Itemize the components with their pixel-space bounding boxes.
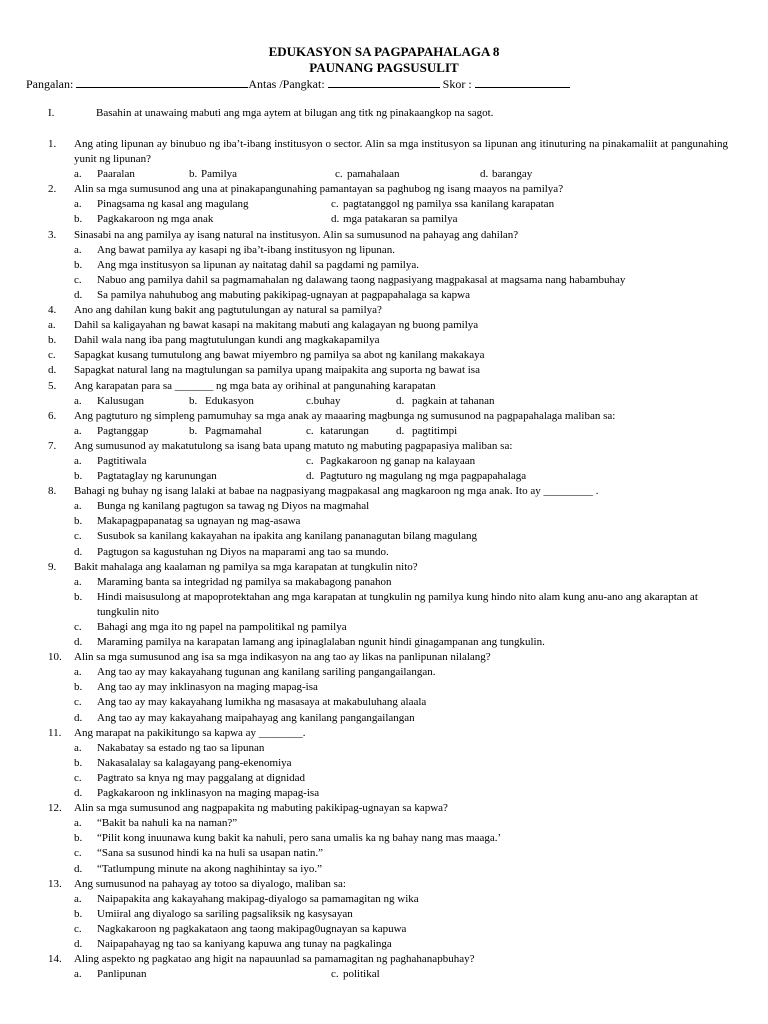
option[interactable]: a. “Bakit ba nahuli ka na naman?” xyxy=(74,817,238,830)
option[interactable]: d. “Tatlumpung minute na akong naghihintay sa iyo.” xyxy=(74,862,322,875)
option[interactable]: b. Dahil wala nang iba pang magtutulungan kundi ang magkakapamilya xyxy=(48,334,380,347)
option[interactable]: c. politikal xyxy=(331,968,380,981)
option[interactable]: a. Bunga ng kanilang pagtugon sa tawag ng Diyos na magmahal xyxy=(74,500,370,513)
question: 8. Bahagi ng buhay ng isang lalaki at babae na nagpasiyang magpakasal ang magkaroon ng mga anak. Ito ay _________ . xyxy=(48,485,599,498)
option[interactable]: a. Kalusugan xyxy=(74,394,145,407)
name-label: Pangalan: xyxy=(26,77,74,91)
option-row xyxy=(48,424,728,439)
name-blank[interactable] xyxy=(76,77,248,88)
grade-blank[interactable] xyxy=(328,77,440,88)
option[interactable]: b. Ang tao ay may inklinasyon na maging mapag-isa xyxy=(74,681,318,694)
option[interactable]: c. Nagkakaroon ng pagkakataon ang taong makipag0ugnayan sa kapuwa xyxy=(74,922,407,935)
option[interactable]: a. Naipapakita ang kakayahang makipag-diyalogo sa pamamagitan ng wika xyxy=(74,892,419,905)
question: 3. Sinasabi na ang pamilya ay isang natural na institusyon. Alin sa sumusunod na pahayag ang dahilan? xyxy=(48,228,519,241)
option[interactable]: d. pagkain at tahanan xyxy=(396,394,495,407)
option[interactable]: a. Ang bawat pamilya ay kasapi ng iba’t-ibang institusyon ng lipunan. xyxy=(74,243,395,256)
option[interactable]: b. “Pilit kong inuunawa kung bakit ka nahuli, pero sana umalis ka ng bahay nang mas maaga.’ xyxy=(74,832,502,845)
option[interactable]: d. Pagtuturo ng magulang ng mga pagpapahalaga xyxy=(306,470,527,483)
option[interactable]: c. Pagkakaroon ng ganap na kalayaan xyxy=(306,454,476,467)
question: 7. Ang sumusunod ay makatutulong sa isang bata upang matuto ng mabuting pagpapasiya maliban sa: xyxy=(48,439,513,452)
option[interactable]: a. Dahil sa kaligayahan ng bawat kasapi na makitang mabuti ang kalagayan ng buong pamilya xyxy=(48,319,479,332)
option[interactable]: c.buhay xyxy=(306,394,341,407)
score-blank[interactable] xyxy=(475,77,570,88)
option[interactable]: c. katarungan xyxy=(306,424,369,437)
option[interactable]: b. Pagkakaroon ng mga anak xyxy=(74,213,214,226)
option[interactable]: b. Nakasalalay sa kalagayang pang-ekenomiya xyxy=(74,756,292,769)
option[interactable]: d. pagtitimpi xyxy=(396,424,458,437)
option[interactable]: a. Ang tao ay may kakayahang tugunan ang kanilang sariling pangangailangan. xyxy=(74,666,436,679)
option[interactable]: d. Maraming pamilya na karapatan lamang ang ipinaglalaban ngunit hindi ginagampanan ang tungkulin. xyxy=(74,636,545,649)
question: 10. Alin sa mga sumusunod ang isa sa mga indikasyon na ang tao ay likas na panlipunan nilalang? xyxy=(48,651,491,664)
question xyxy=(48,137,728,167)
instruction xyxy=(48,107,493,119)
question: 9. Bakit mahalaga ang kaalaman ng pamilya sa mga karapatan at tungkulin nito? xyxy=(48,560,418,573)
question-number: 1. xyxy=(48,138,57,150)
option[interactable]: b. Ang mga institusyon sa lipunan ay naitatag dahil sa pagdami ng pamilya. xyxy=(74,258,419,271)
question-text: Ang ating lipunan ay binubuo ng iba’t-ibang institusyon o sector. Alin sa mga institusyon sa lipunan ang itinuturing na pinakamaliit at pangunahing yunit ng lipunan? xyxy=(74,138,728,166)
option-row xyxy=(48,394,728,409)
option[interactable]: d. Pagtugon sa kagustuhan ng Diyos na maparami ang tao sa mundo. xyxy=(74,545,389,558)
option[interactable]: c. Nabuo ang pamilya dahil sa pagmamahalan ng dalawang taong nagpasiyang magpakasal at magsama nang habambuhay xyxy=(74,273,626,286)
option[interactable]: b. Pagtataglay ng karunungan xyxy=(74,470,217,483)
option[interactable]: a. Pinagsama ng kasal ang magulang xyxy=(74,198,249,211)
option[interactable]: d. Pagkakaroon ng inklinasyon na maging mapag-isa xyxy=(74,787,320,800)
option[interactable]: c. pamahalaan xyxy=(335,168,400,181)
option[interactable]: a. Panlipunan xyxy=(74,968,147,981)
question: 14. Aling aspekto ng pagkatao ang higit na napauunlad sa pamamagitan ng paghahanapbuhay? xyxy=(48,953,475,966)
option[interactable]: a. Maraming banta sa integridad ng pamilya sa makabagong panahon xyxy=(74,575,392,588)
option-row xyxy=(48,212,728,227)
option[interactable]: d. mga patakaran sa pamilya xyxy=(331,213,458,226)
option[interactable]: b. Pagmamahal xyxy=(189,424,262,437)
option[interactable]: a. Pagtanggap xyxy=(74,424,149,437)
exam-title: EDUKASYON SA PAGPAPAHALAGA 8 xyxy=(268,44,500,59)
question: 13. Ang sumusunod na pahayag ay totoo sa diyalogo, maliban sa: xyxy=(48,877,346,890)
option-row xyxy=(48,197,728,212)
question: 11. Ang marapat na pakikitungo sa kapwa ay ________. xyxy=(48,726,306,739)
option[interactable]: c. pagtatanggol ng pamilya ssa kanilang karapatan xyxy=(331,198,555,211)
student-info-line xyxy=(26,77,570,92)
option[interactable]: c. Bahagi ang mga ito ng papel na pampolitikal ng pamilya xyxy=(74,621,347,633)
option-row xyxy=(48,454,728,469)
option[interactable]: c. Susubok sa kanilang kakayahan na ipakita ang kanilang pananagutan bilang magulang xyxy=(74,530,477,543)
option[interactable]: c. Ang tao ay may kakayahang lumikha ng masasaya at makabuluhang alaala xyxy=(74,696,427,709)
option[interactable]: c. “Sana sa susunod hindi ka na huli sa usapan natin.” xyxy=(74,847,324,860)
option[interactable]: a. Paaralan xyxy=(74,168,135,181)
option[interactable]: c. Sapagkat kusang tumutulong ang bawat miyembro ng pamilya sa abot ng kanilang makakaya xyxy=(48,349,485,362)
question: 5. Ang karapatan para sa _______ ng mga bata ay orihinal at pangunahing karapatan xyxy=(48,379,436,392)
option-row xyxy=(48,469,728,484)
option[interactable]: b. Hindi maisusulong at mapoprotektahan ang mga karapatan at tungkulin ng pamilya kung hindo nito alam kung anu-ano ang akaraptan at tungkulin nito xyxy=(74,590,698,618)
option[interactable]: b. Makapagpapanatag sa ugnayan ng mag-asawa xyxy=(74,515,301,528)
option[interactable]: d. Sa pamilya nahuhubog ang mabuting pakikipag-ugnayan at pagpapahalaga sa kapwa xyxy=(74,288,470,301)
score-label: Skor : xyxy=(442,77,472,91)
option[interactable]: b. Edukasyon xyxy=(189,394,254,407)
option-row xyxy=(48,967,728,982)
grade-label: Antas /Pangkat: xyxy=(248,77,325,91)
option[interactable]: b. Pamilya xyxy=(189,168,238,181)
option-row xyxy=(48,167,728,182)
question: 6. Ang pagtuturo ng simpleng pamumuhay sa mga anak ay maaaring magbunga ng sumusunod na pagpapahalaga maliban sa: xyxy=(48,409,616,422)
option[interactable]: c. Pagtrato sa knya ng may paggalang at dignidad xyxy=(74,771,306,784)
option[interactable]: d. Ang tao ay may kakayahang maipahayag ang kanilang pangangailangan xyxy=(74,711,415,724)
option[interactable]: a. Nakabatay sa estado ng tao sa lipunan xyxy=(74,741,265,754)
question: 4. Ano ang dahilan kung bakit ang pagtutulungan ay natural sa pamilya? xyxy=(48,304,382,317)
option[interactable]: d. barangay xyxy=(480,168,533,181)
instruction-text: Basahin at unawaing mabuti ang mga aytem at bilugan ang titk ng pinakaangkop na sagot. xyxy=(96,107,494,119)
option[interactable]: a. Pagtitiwala xyxy=(74,454,147,467)
exam-subtitle: PAUNANG PAGSUSULIT xyxy=(309,60,459,75)
option[interactable]: b. Umiiral ang diyalogo sa sariling pagsaliksik ng kasysayan xyxy=(74,907,353,920)
section-number: I. xyxy=(48,107,55,119)
question: 2. Alin sa mga sumusunod ang una at pinakapangunahing pamantayan sa paghubog ng isang maayos na pamilya? xyxy=(48,183,564,196)
option[interactable]: d. Naipapahayag ng tao sa kaniyang kapuwa ang tunay na pagkalinga xyxy=(74,937,392,950)
question: 12. Alin sa mga sumusunod ang nagpapakita ng mabuting pakikipag-ugnayan sa kapwa? xyxy=(48,802,448,815)
question-list xyxy=(48,137,728,982)
option[interactable]: d. Sapagkat natural lang na magtulungan sa pamilya upang maipakita ang suporta ng bawat isa xyxy=(48,364,480,377)
